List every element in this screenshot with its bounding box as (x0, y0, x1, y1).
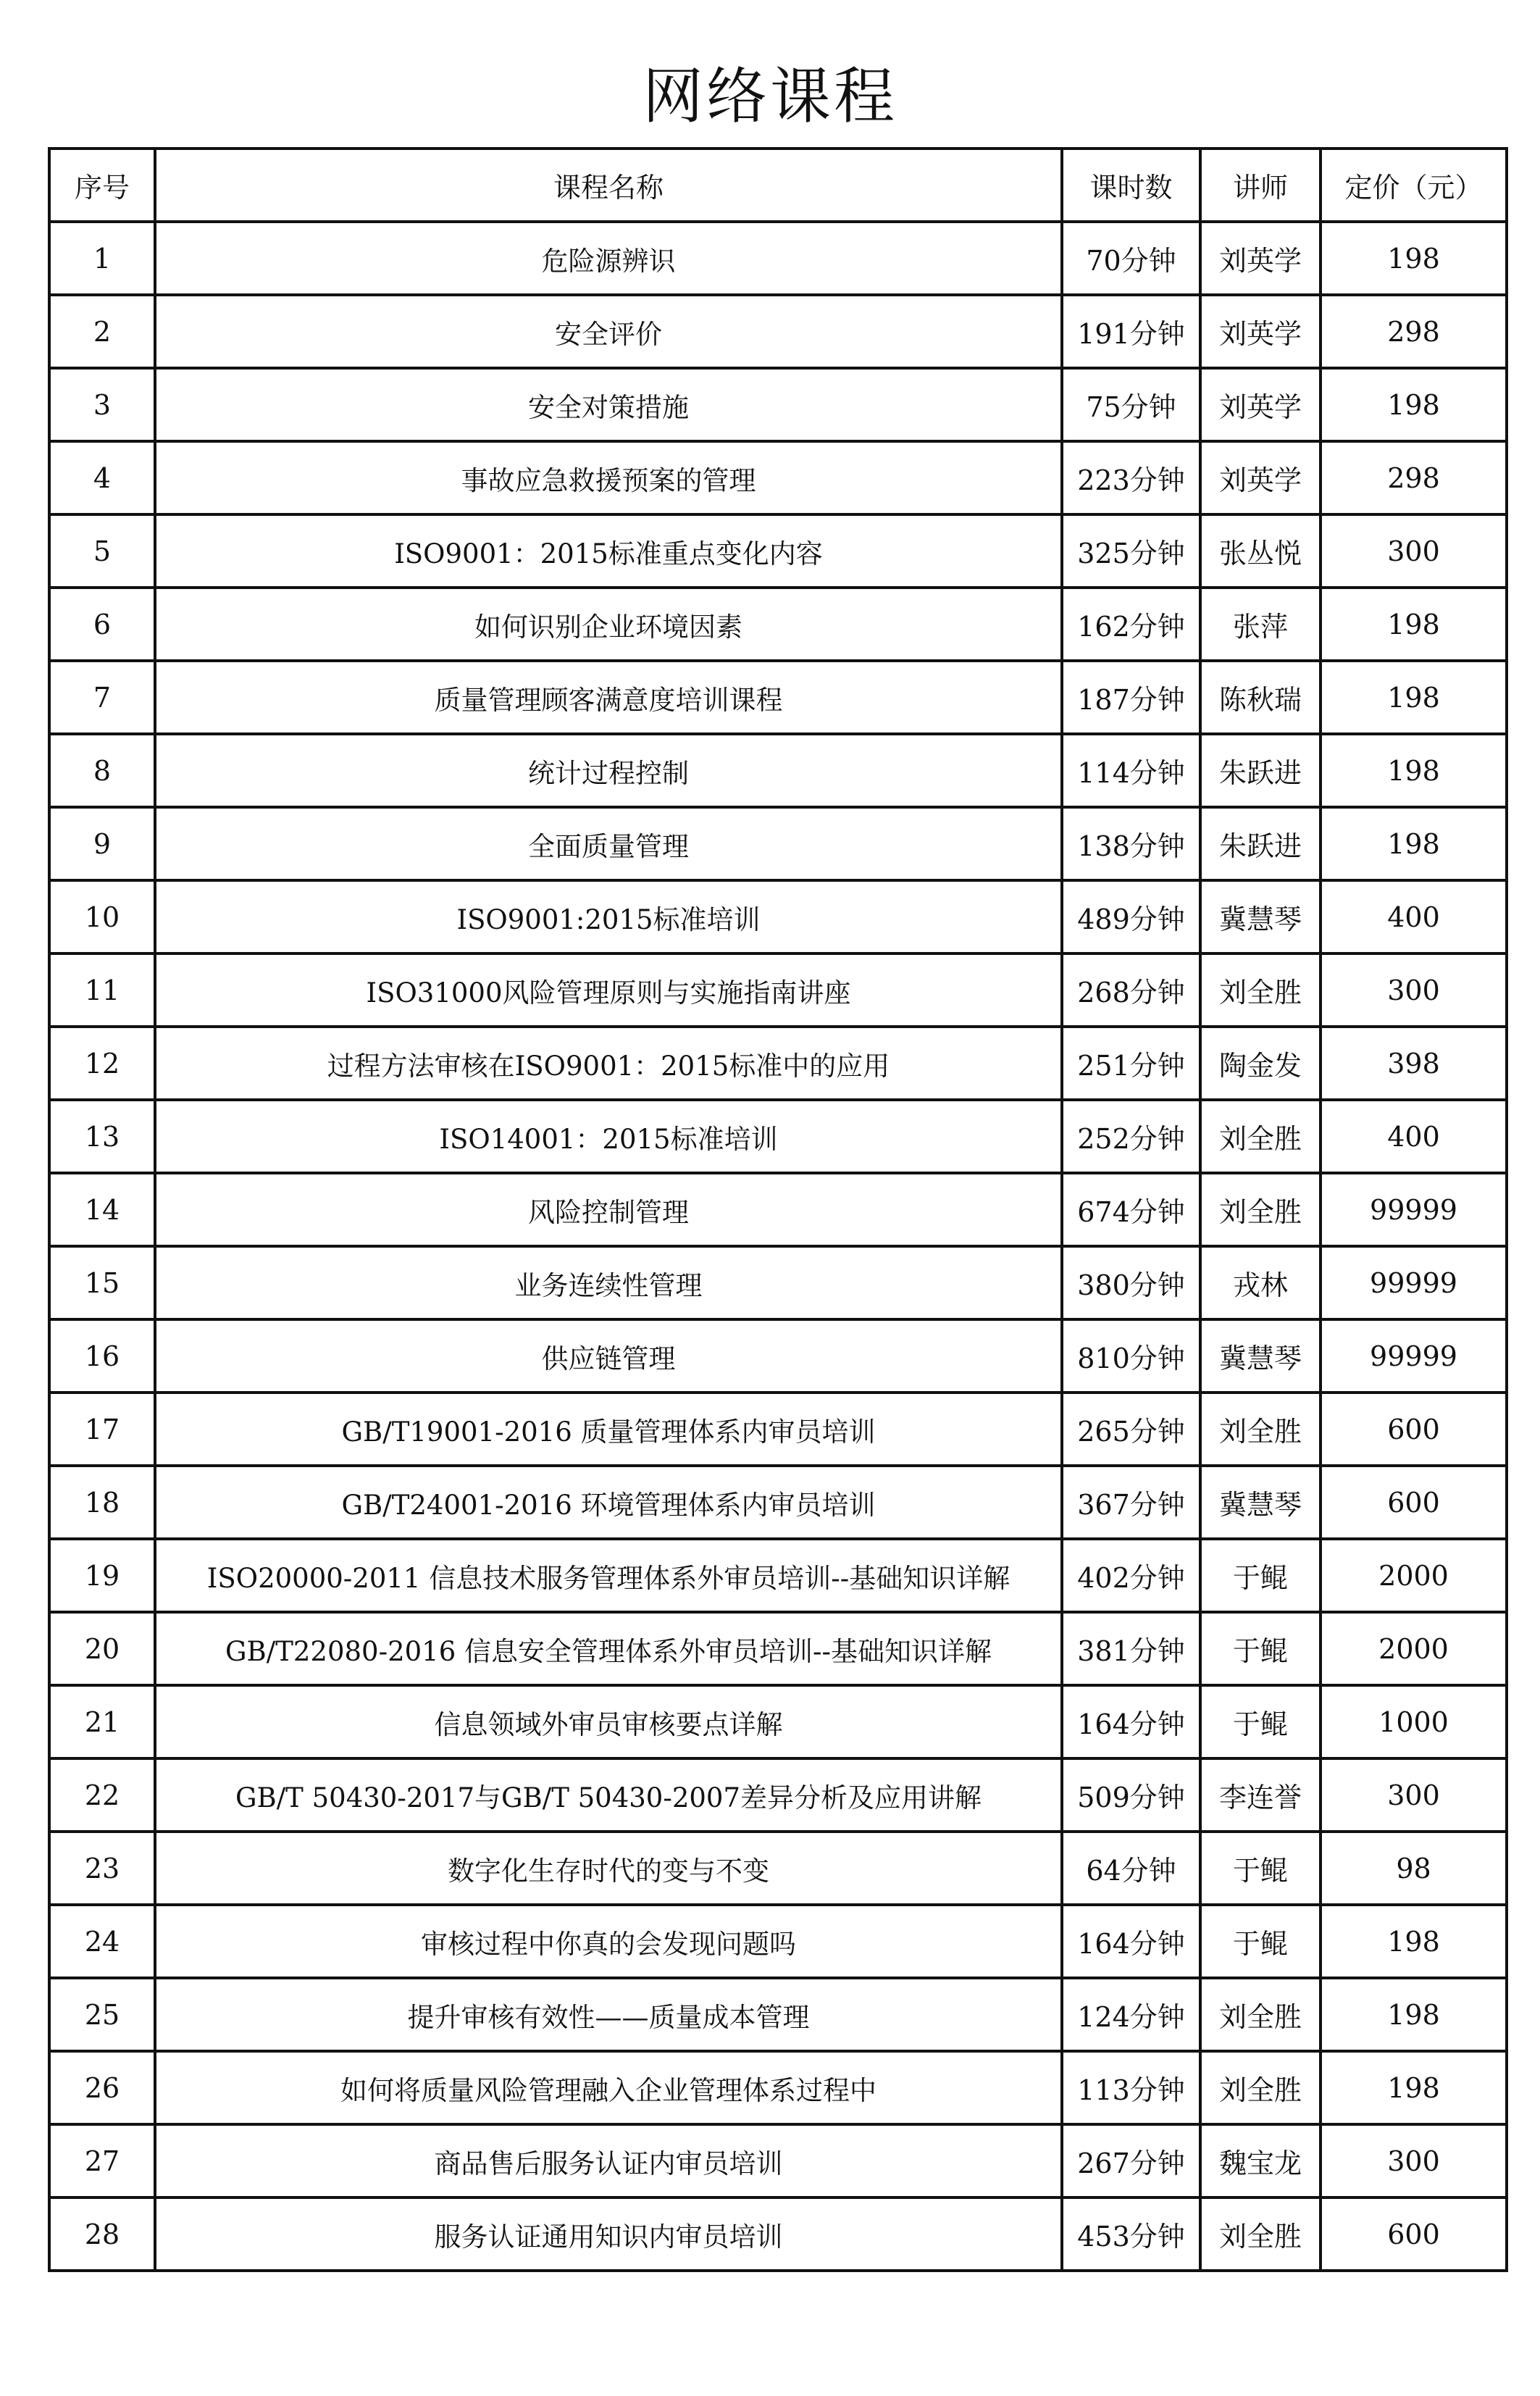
cell-course-name: ISO9001：2015标准重点变化内容 (155, 514, 1062, 588)
cell-course-name: 业务连续性管理 (155, 1246, 1062, 1319)
cell-course-name: 信息领域外审员审核要点详解 (155, 1685, 1062, 1758)
cell-duration: 252分钟 (1062, 1100, 1200, 1173)
cell-price: 298 (1321, 295, 1507, 368)
cell-duration: 268分钟 (1062, 953, 1200, 1027)
cell-no: 6 (49, 588, 155, 661)
cell-teacher: 于鲲 (1200, 1905, 1321, 1978)
cell-teacher: 冀慧琴 (1200, 1319, 1321, 1393)
cell-teacher: 刘英学 (1200, 441, 1321, 514)
table-row (49, 880, 1507, 953)
cell-teacher: 魏宝龙 (1200, 2124, 1321, 2197)
cell-teacher: 冀慧琴 (1200, 880, 1321, 953)
cell-course-name: 如何将质量风险管理融入企业管理体系过程中 (155, 2051, 1062, 2124)
table-row (49, 734, 1507, 807)
cell-no: 25 (49, 1978, 155, 2051)
table-row (49, 661, 1507, 734)
cell-no: 11 (49, 953, 155, 1027)
cell-teacher: 冀慧琴 (1200, 1466, 1321, 1539)
cell-teacher: 张丛悦 (1200, 514, 1321, 588)
table-row (49, 953, 1507, 1027)
cell-no: 13 (49, 1100, 155, 1173)
cell-duration: 124分钟 (1062, 1978, 1200, 2051)
cell-no: 16 (49, 1319, 155, 1393)
cell-course-name: ISO31000风险管理原则与实施指南讲座 (155, 953, 1062, 1027)
cell-no: 21 (49, 1685, 155, 1758)
cell-duration: 367分钟 (1062, 1466, 1200, 1539)
cell-price: 300 (1321, 1758, 1507, 1832)
header-no: 序号 (49, 149, 155, 222)
cell-price: 99999 (1321, 1173, 1507, 1246)
cell-no: 3 (49, 368, 155, 441)
cell-course-name: ISO9001:2015标准培训 (155, 880, 1062, 953)
table-row (49, 2124, 1507, 2197)
cell-course-name: 审核过程中你真的会发现问题吗 (155, 1905, 1062, 1978)
cell-course-name: GB/T22080-2016 信息安全管理体系外审员培训--基础知识详解 (155, 1612, 1062, 1685)
cell-teacher: 朱跃进 (1200, 807, 1321, 880)
cell-no: 23 (49, 1832, 155, 1905)
cell-course-name: GB/T24001-2016 环境管理体系内审员培训 (155, 1466, 1062, 1539)
cell-no: 19 (49, 1539, 155, 1612)
table-row (49, 295, 1507, 368)
cell-no: 12 (49, 1027, 155, 1100)
cell-no: 10 (49, 880, 155, 953)
course-table (48, 147, 1508, 2272)
table-row (49, 2051, 1507, 2124)
cell-price: 198 (1321, 2051, 1507, 2124)
cell-duration: 267分钟 (1062, 2124, 1200, 2197)
table-row (49, 1027, 1507, 1100)
cell-no: 22 (49, 1758, 155, 1832)
cell-no: 4 (49, 441, 155, 514)
cell-price: 99999 (1321, 1319, 1507, 1393)
table-row (49, 1539, 1507, 1612)
cell-price: 99999 (1321, 1246, 1507, 1319)
cell-no: 26 (49, 2051, 155, 2124)
table-row (49, 1100, 1507, 1173)
cell-no: 1 (49, 222, 155, 295)
cell-duration: 164分钟 (1062, 1905, 1200, 1978)
cell-course-name: ISO20000-2011 信息技术服务管理体系外审员培训--基础知识详解 (155, 1539, 1062, 1612)
cell-price: 198 (1321, 368, 1507, 441)
cell-course-name: 安全对策措施 (155, 368, 1062, 441)
cell-course-name: GB/T19001-2016 质量管理体系内审员培训 (155, 1393, 1062, 1466)
cell-course-name: 风险控制管理 (155, 1173, 1062, 1246)
cell-price: 1000 (1321, 1685, 1507, 1758)
cell-duration: 489分钟 (1062, 880, 1200, 953)
table-row (49, 1905, 1507, 1978)
cell-duration: 509分钟 (1062, 1758, 1200, 1832)
cell-no: 20 (49, 1612, 155, 1685)
cell-duration: 187分钟 (1062, 661, 1200, 734)
cell-teacher: 戎林 (1200, 1246, 1321, 1319)
cell-duration: 251分钟 (1062, 1027, 1200, 1100)
cell-no: 17 (49, 1393, 155, 1466)
cell-duration: 162分钟 (1062, 588, 1200, 661)
table-row (49, 807, 1507, 880)
cell-duration: 325分钟 (1062, 514, 1200, 588)
cell-teacher: 于鲲 (1200, 1832, 1321, 1905)
cell-course-name: ISO14001：2015标准培训 (155, 1100, 1062, 1173)
cell-duration: 810分钟 (1062, 1319, 1200, 1393)
table-row (49, 441, 1507, 514)
cell-price: 600 (1321, 1466, 1507, 1539)
cell-no: 24 (49, 1905, 155, 1978)
cell-course-name: GB/T 50430-2017与GB/T 50430-2007差异分析及应用讲解 (155, 1758, 1062, 1832)
cell-price: 198 (1321, 661, 1507, 734)
cell-price: 400 (1321, 880, 1507, 953)
cell-teacher: 陈秋瑞 (1200, 661, 1321, 734)
cell-teacher: 刘英学 (1200, 222, 1321, 295)
cell-teacher: 刘全胜 (1200, 1393, 1321, 1466)
cell-course-name: 事故应急救援预案的管理 (155, 441, 1062, 514)
table-row (49, 1173, 1507, 1246)
cell-teacher: 于鲲 (1200, 1612, 1321, 1685)
cell-price: 600 (1321, 1393, 1507, 1466)
table-row (49, 1978, 1507, 2051)
cell-teacher: 李连誉 (1200, 1758, 1321, 1832)
header-hours: 课时数 (1062, 149, 1200, 222)
cell-no: 28 (49, 2197, 155, 2271)
table-header-row (49, 149, 1507, 222)
cell-no: 8 (49, 734, 155, 807)
cell-no: 14 (49, 1173, 155, 1246)
table-row (49, 368, 1507, 441)
cell-no: 7 (49, 661, 155, 734)
cell-duration: 64分钟 (1062, 1832, 1200, 1905)
table-row (49, 2197, 1507, 2271)
cell-teacher: 刘全胜 (1200, 1100, 1321, 1173)
cell-teacher: 朱跃进 (1200, 734, 1321, 807)
cell-duration: 265分钟 (1062, 1393, 1200, 1466)
cell-duration: 402分钟 (1062, 1539, 1200, 1612)
cell-teacher: 刘全胜 (1200, 953, 1321, 1027)
cell-teacher: 刘全胜 (1200, 2197, 1321, 2271)
cell-course-name: 统计过程控制 (155, 734, 1062, 807)
cell-duration: 380分钟 (1062, 1246, 1200, 1319)
cell-course-name: 提升审核有效性——质量成本管理 (155, 1978, 1062, 2051)
cell-duration: 138分钟 (1062, 807, 1200, 880)
header-name: 课程名称 (155, 149, 1062, 222)
table-row (49, 1393, 1507, 1466)
cell-teacher: 刘全胜 (1200, 1173, 1321, 1246)
cell-duration: 114分钟 (1062, 734, 1200, 807)
cell-duration: 381分钟 (1062, 1612, 1200, 1685)
cell-no: 5 (49, 514, 155, 588)
cell-course-name: 服务认证通用知识内审员培训 (155, 2197, 1062, 2271)
cell-price: 2000 (1321, 1612, 1507, 1685)
cell-teacher: 于鲲 (1200, 1685, 1321, 1758)
table-row (49, 1319, 1507, 1393)
cell-course-name: 过程方法审核在ISO9001：2015标准中的应用 (155, 1027, 1062, 1100)
table-row (49, 222, 1507, 295)
cell-course-name: 供应链管理 (155, 1319, 1062, 1393)
table-row (49, 1466, 1507, 1539)
table-row (49, 514, 1507, 588)
cell-price: 600 (1321, 2197, 1507, 2271)
header-price: 定价（元） (1321, 149, 1507, 222)
cell-price: 400 (1321, 1100, 1507, 1173)
cell-price: 198 (1321, 734, 1507, 807)
cell-price: 198 (1321, 807, 1507, 880)
table-row (49, 1612, 1507, 1685)
cell-price: 98 (1321, 1832, 1507, 1905)
table-row (49, 1685, 1507, 1758)
cell-course-name: 数字化生存时代的变与不变 (155, 1832, 1062, 1905)
cell-teacher: 陶金发 (1200, 1027, 1321, 1100)
cell-course-name: 全面质量管理 (155, 807, 1062, 880)
cell-price: 198 (1321, 1978, 1507, 2051)
cell-price: 298 (1321, 441, 1507, 514)
cell-teacher: 刘全胜 (1200, 2051, 1321, 2124)
cell-duration: 223分钟 (1062, 441, 1200, 514)
cell-no: 15 (49, 1246, 155, 1319)
cell-no: 18 (49, 1466, 155, 1539)
cell-course-name: 质量管理顾客满意度培训课程 (155, 661, 1062, 734)
cell-price: 198 (1321, 588, 1507, 661)
header-teacher: 讲师 (1200, 149, 1321, 222)
cell-course-name: 危险源辨识 (155, 222, 1062, 295)
cell-price: 198 (1321, 1905, 1507, 1978)
table-row (49, 1832, 1507, 1905)
cell-price: 300 (1321, 514, 1507, 588)
cell-price: 398 (1321, 1027, 1507, 1100)
cell-teacher: 刘英学 (1200, 368, 1321, 441)
cell-course-name: 安全评价 (155, 295, 1062, 368)
cell-duration: 191分钟 (1062, 295, 1200, 368)
cell-price: 300 (1321, 2124, 1507, 2197)
cell-duration: 70分钟 (1062, 222, 1200, 295)
cell-no: 2 (49, 295, 155, 368)
cell-duration: 674分钟 (1062, 1173, 1200, 1246)
cell-teacher: 于鲲 (1200, 1539, 1321, 1612)
cell-duration: 75分钟 (1062, 368, 1200, 441)
cell-price: 198 (1321, 222, 1507, 295)
table-row (49, 1246, 1507, 1319)
cell-no: 9 (49, 807, 155, 880)
course-table-body (49, 222, 1507, 2271)
cell-teacher: 张萍 (1200, 588, 1321, 661)
cell-teacher: 刘英学 (1200, 295, 1321, 368)
cell-teacher: 刘全胜 (1200, 1978, 1321, 2051)
table-row (49, 588, 1507, 661)
cell-duration: 164分钟 (1062, 1685, 1200, 1758)
cell-price: 300 (1321, 953, 1507, 1027)
page-title: 网络课程 (642, 61, 897, 132)
table-row (49, 1758, 1507, 1832)
cell-price: 2000 (1321, 1539, 1507, 1612)
cell-duration: 453分钟 (1062, 2197, 1200, 2271)
cell-no: 27 (49, 2124, 155, 2197)
cell-course-name: 商品售后服务认证内审员培训 (155, 2124, 1062, 2197)
cell-course-name: 如何识别企业环境因素 (155, 588, 1062, 661)
cell-duration: 113分钟 (1062, 2051, 1200, 2124)
